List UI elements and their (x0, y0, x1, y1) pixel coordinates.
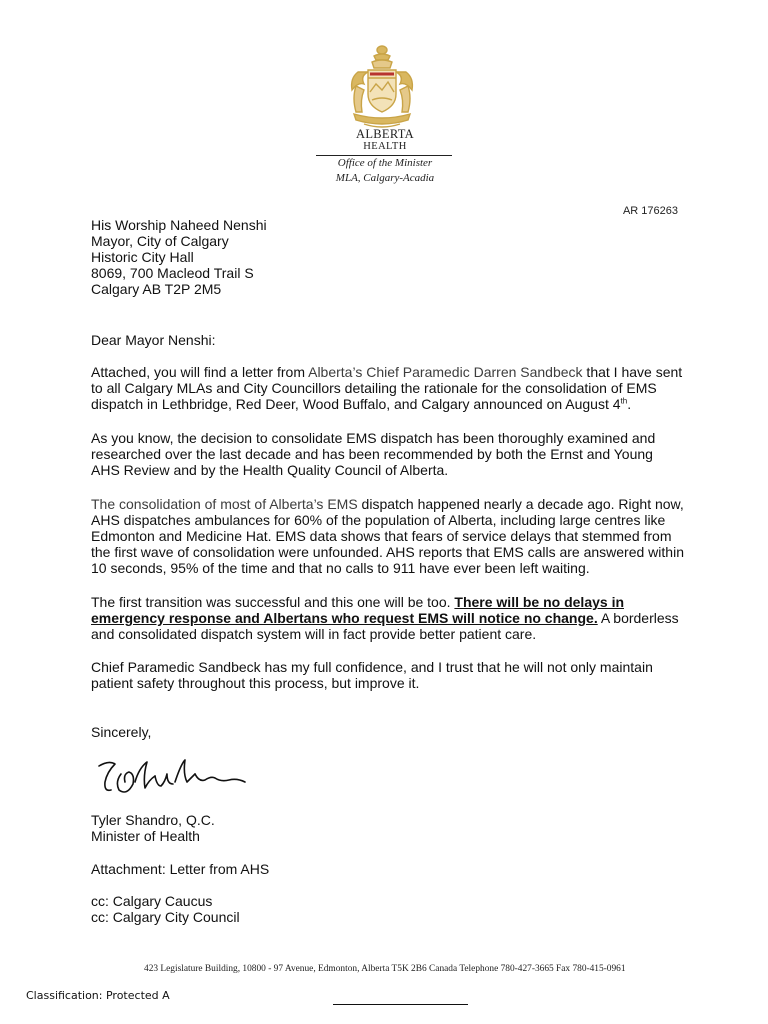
body-paragraph-1 (91, 364, 691, 412)
body-paragraph-5 (91, 659, 691, 691)
paragraph-line: researched over the last decade and has been recommended by both the Ernst and Young (91, 446, 653, 462)
reference-number: AR 176263 (622, 205, 678, 217)
letterhead-divider (316, 155, 452, 156)
text-segment: that I have sent (582, 364, 683, 380)
closing: Sincerely, (91, 724, 152, 740)
text-segment: . (627, 396, 632, 412)
paragraph-line: patient safety throughout this process, but improve it. (91, 675, 420, 691)
paragraph-line (91, 610, 691, 626)
footer-address: 423 Legislature Building, 10800 - 97 Avenue, Edmonton, Alberta T5K 2B6 Canada Telephone 780-427-3665 Fax 780-415-0961 (144, 964, 626, 974)
text-segment: The consolidation of most of Alberta’s EMS (91, 496, 358, 512)
office-of-minister: Office of the Minister (337, 157, 433, 169)
address-line: Historic City Hall (91, 249, 194, 265)
text-segment: The first transition was successful and this one will be too. (91, 594, 455, 610)
text-segment: Alberta’s Chief Paramedic Darren Sandbeck (308, 364, 583, 380)
attachment-note: Attachment: Letter from AHS (91, 861, 270, 877)
paragraph-line: the first wave of consolidation were unfounded. AHS reports that EMS calls are answered within (91, 544, 684, 560)
paragraph-line: As you know, the decision to consolidate EMS dispatch has been thoroughly examined and (91, 430, 656, 446)
cc-line: cc: Calgary Caucus (91, 893, 213, 909)
text-segment: A borderless (597, 610, 679, 626)
paragraph-line: Edmonton and Medicine Hat. EMS data shows that fears of service delays that stemmed from (91, 528, 672, 544)
riding-name: MLA, Calgary-Acadia (335, 172, 435, 184)
department-name: ALBERTA (356, 127, 414, 141)
recipient-address (91, 217, 267, 297)
paragraph-line (91, 364, 691, 380)
cc-line: cc: Calgary City Council (91, 909, 240, 925)
salutation: Dear Mayor Nenshi: (91, 332, 216, 348)
signatory-name: Tyler Shandro, Q.C. (91, 812, 215, 828)
signatory (91, 812, 215, 844)
text-segment: Attached, you will find a letter from (91, 364, 309, 380)
paragraph-line: and consolidated dispatch system will in fact provide better patient care. (91, 626, 537, 642)
text-segment: dispatch in Lethbridge, Red Deer, Wood Buffalo, and Calgary announced on August 4 (91, 396, 621, 412)
paragraph-line: 10 seconds, 95% of the time and that no calls to 911 have ever been left waiting. (91, 560, 590, 576)
body-paragraph-3 (91, 496, 691, 576)
body-paragraph-2 (91, 430, 691, 478)
department-subtitle: HEALTH (363, 141, 407, 152)
paragraph-line: AHS Review and by the Health Quality Council of Alberta. (91, 462, 449, 478)
address-line: Mayor, City of Calgary (91, 233, 229, 249)
paragraph-line (91, 496, 691, 512)
paragraph-line (91, 594, 691, 610)
footer-rule (333, 1004, 468, 1005)
cc-list (91, 893, 240, 925)
signature-icon (95, 752, 255, 802)
address-line: 8069, 700 Macleod Trail S (91, 265, 254, 281)
alberta-coat-of-arms-icon (344, 42, 420, 130)
address-line: Calgary AB T2P 2M5 (91, 281, 222, 297)
paragraph-line: to all Calgary MLAs and City Councillors detailing the rationale for the consolidation of EMS (91, 380, 657, 396)
paragraph-line: AHS dispatches ambulances for 60% of the population of Alberta, including large centres like (91, 512, 666, 528)
superscript: th (620, 396, 628, 406)
emphasized-text: emergency response and Albertans who request EMS will notice no change. (91, 610, 598, 626)
text-segment: dispatch happened nearly a decade ago. Right now, (357, 496, 684, 512)
paragraph-line: Chief Paramedic Sandbeck has my full confidence, and I trust that he will not only maintain (91, 659, 653, 675)
classification-label: Classification: Protected A (26, 989, 170, 1002)
signatory-title: Minister of Health (91, 828, 200, 844)
paragraph-line (91, 396, 691, 412)
address-line: His Worship Naheed Nenshi (91, 217, 267, 233)
emphasized-text: There will be no delays in (454, 594, 625, 610)
body-paragraph-4 (91, 594, 691, 642)
